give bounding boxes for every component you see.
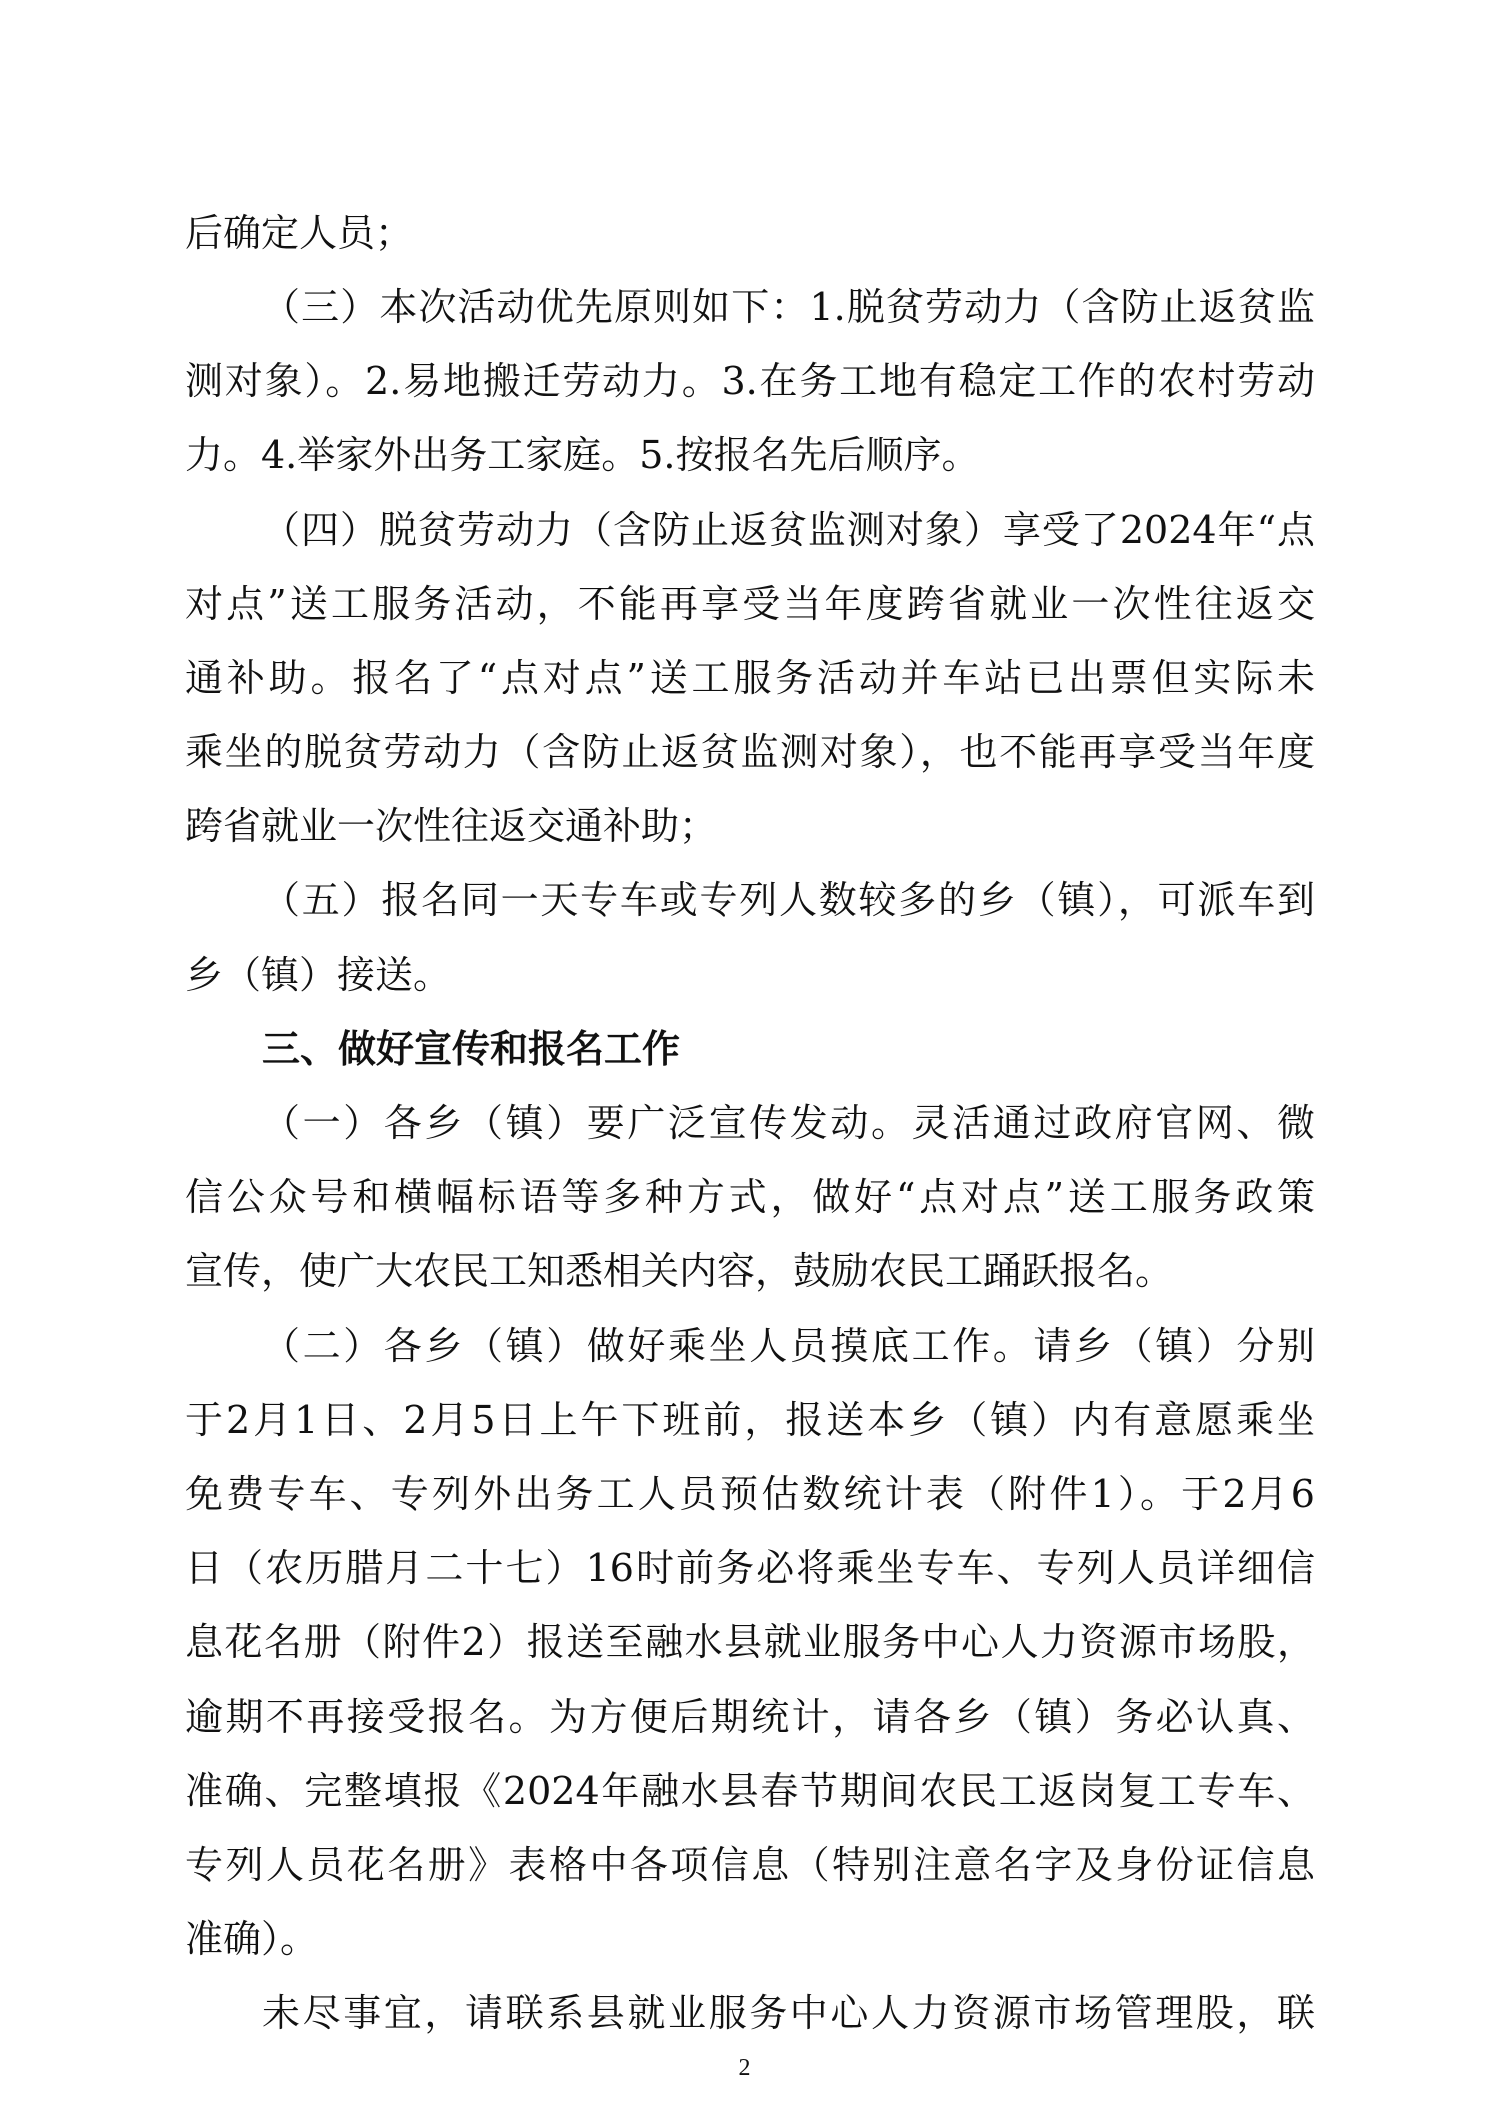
text-line-23: 专列人员花名册》表格中各项信息（特别注意名字及身份证信息 <box>185 1843 1315 1887</box>
text-line-19: 日（农历腊月二十七）16时前务必将乘坐专车、专列人员详细信 <box>185 1546 1315 1590</box>
text-line-13: （一）各乡（镇）要广泛宣传发动。灵活通过政府官网、微 <box>262 1101 1315 1145</box>
text-line-20: 息花名册（附件2）报送至融水县就业服务中心人力资源市场股， <box>185 1620 1315 1664</box>
text-line-17: 于2月1日、2月5日上午下班前，报送本乡（镇）内有意愿乘坐 <box>185 1398 1315 1442</box>
text-line-16: （二）各乡（镇）做好乘坐人员摸底工作。请乡（镇）分别 <box>262 1324 1315 1368</box>
section-heading: 三、做好宣传和报名工作 <box>262 1027 681 1071</box>
text-line-4: 力。4.举家外出务工家庭。5.按报名先后顺序。 <box>185 433 980 477</box>
text-line-21: 逾期不再接受报名。为方便后期统计，请各乡（镇）务必认真、 <box>185 1695 1315 1739</box>
text-line-1: 后确定人员； <box>185 211 414 255</box>
text-line-5: （四）脱贫劳动力（含防止返贫监测对象）享受了2024年“点 <box>262 508 1315 552</box>
text-line-18: 免费专车、专列外出务工人员预估数统计表（附件1）。于2月6 <box>185 1472 1315 1516</box>
text-line-7: 通补助。报名了“点对点”送工服务活动并车站已出票但实际未 <box>185 656 1315 700</box>
text-line-22: 准确、完整填报《2024年融水县春节期间农民工返岗复工专车、 <box>185 1769 1315 1813</box>
page-number: 2 <box>738 2055 751 2081</box>
text-line-25: 未尽事宜，请联系县就业服务中心人力资源市场管理股，联 <box>262 1991 1315 2035</box>
text-line-3: 测对象）。2.易地搬迁劳动力。3.在务工地有稳定工作的农村劳动 <box>185 359 1315 403</box>
text-line-10: （五）报名同一天专车或专列人数较多的乡（镇），可派车到 <box>262 878 1315 922</box>
text-line-15: 宣传，使广大农民工知悉相关内容，鼓励农民工踊跃报名。 <box>185 1249 1174 1293</box>
text-line-11: 乡（镇）接送。 <box>185 953 452 997</box>
text-line-8: 乘坐的脱贫劳动力（含防止返贫监测对象），也不能再享受当年度 <box>185 730 1315 774</box>
text-line-6: 对点”送工服务活动，不能再享受当年度跨省就业一次性往返交 <box>185 582 1315 626</box>
text-line-24: 准确）。 <box>185 1917 319 1961</box>
text-line-9: 跨省就业一次性往返交通补助； <box>185 804 718 848</box>
text-line-2: （三）本次活动优先原则如下：1.脱贫劳动力（含防止返贫监 <box>262 285 1315 329</box>
text-line-14: 信公众号和横幅标语等多种方式，做好“点对点”送工服务政策 <box>185 1175 1315 1219</box>
